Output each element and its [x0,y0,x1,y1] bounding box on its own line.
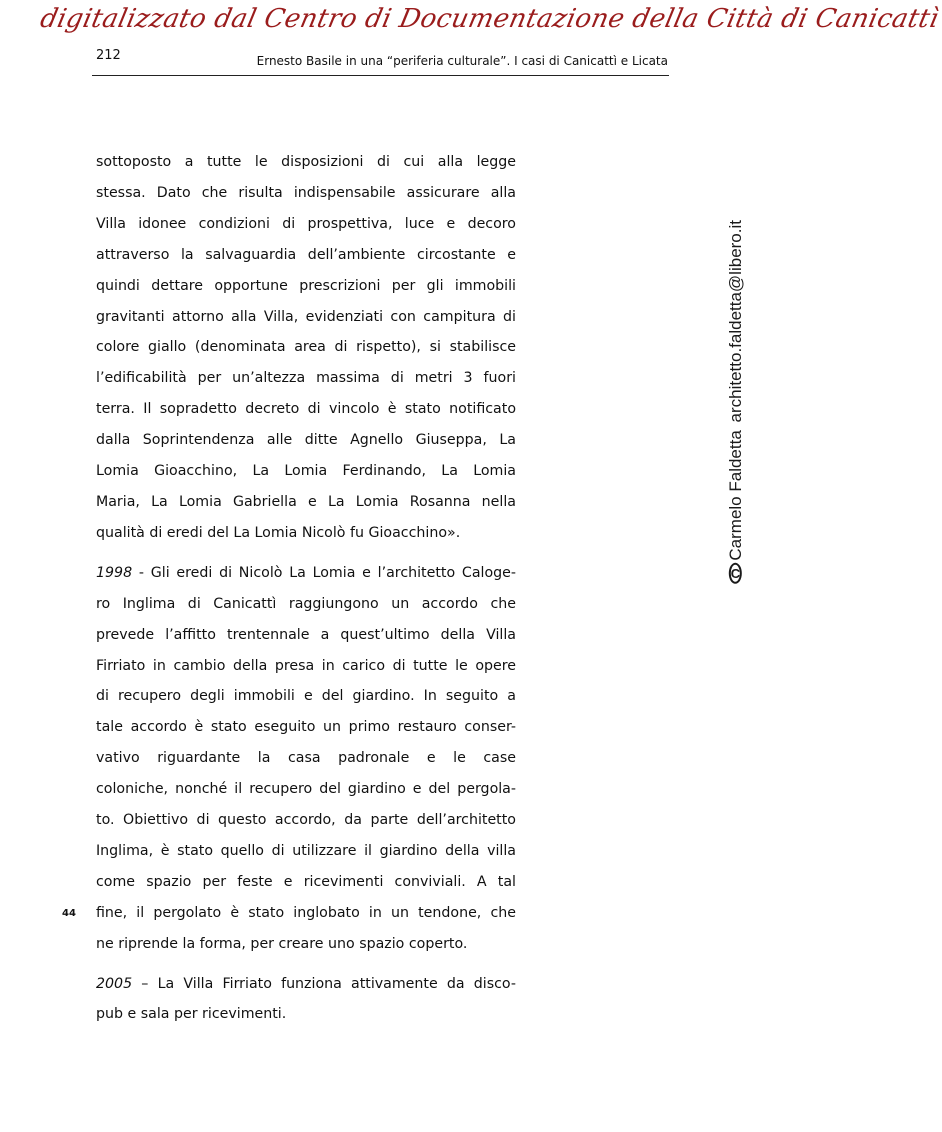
text-fragment: – La Villa Firriato funziona attivamente da disco- [132,975,516,992]
text-line: ro Inglima di Canicattì raggiungono un accordo che [96,595,516,612]
text-line: tale accordo è stato eseguito un primo restauro conser- [96,719,516,736]
text-line: vativo riguardante la casa padronale e le case [96,750,516,767]
header-rule [92,75,669,76]
text-line: di recupero degli immobili e del giardino. In seguito a [96,688,516,705]
author-email: architetto.faldetta@libero.it [725,220,745,423]
year-2005: 2005 [96,975,133,992]
paragraph-3 [96,969,516,1031]
text-line: Villa idonee condizioni di prospettiva, luce e decoro [96,215,516,232]
paragraph-2 [96,558,516,960]
text-line: fine, il pergolato è stato inglobato in un tendone, che [96,904,516,921]
side-watermark [725,220,746,580]
running-title: Ernesto Basile in una “periferia culturale”. I casi di Canicattì e Licata [256,54,668,68]
text-line: Lomia Gioacchino, La Lomia Ferdinando, La Lomia [96,463,516,480]
text-line: coloniche, nonché il recupero del giardino e del pergola- [96,781,516,798]
paragraph-1 [96,147,516,549]
text-line: gravitanti attorno alla Villa, evidenziati con campitura di [96,308,516,325]
text-line: sottoposto a tutte le disposizioni di cui alla legge [96,154,516,170]
text-line: to. Obiettivo di questo accordo, da parte dell’architetto [96,812,516,829]
text-line: ne riprende la forma, per creare uno spazio coperto. [96,935,468,952]
text-line: Inglima, è stato quello di utilizzare il giardino della villa [96,842,516,859]
text-line: l’edificabilità per un’altezza massima di metri 3 fuori [96,370,516,387]
margin-note-number: 44 [62,908,76,919]
text-line: Firriato in cambio della presa in carico di tutte le opere [96,657,516,674]
text-fragment: - Gli eredi di Nicolò La Lomia e l’architetto Caloge- [132,564,516,581]
watermark-top: digitalizzato dal Centro di Documentazione della Città di Canicattì [37,4,942,34]
text-line: Maria, La Lomia Gabriella e La Lomia Rosanna nella [96,493,516,510]
text-line: stessa. Dato che risulta indispensabile assicurare alla [96,184,516,201]
body-text [96,147,516,1039]
author-name: Carmelo Faldetta [725,430,745,561]
text-line [96,969,516,1000]
text-line: pub e sala per ricevimenti. [96,1006,287,1023]
text-line: dalla Soprintendenza alle ditte Agnello Giuseppa, La [96,432,516,449]
text-line: prevede l’affitto trentennale a quest’ultimo della Villa [96,626,516,643]
year-1998: 1998 [96,564,133,581]
text-line [96,558,516,589]
text-line: quindi dettare opportune prescrizioni per gli immobili [96,277,516,294]
text-line: qualità di eredi del La Lomia Nicolò fu Gioacchino». [96,524,461,541]
text-line: terra. Il sopradetto decreto di vincolo è stato notificato [96,401,516,418]
text-line: attraverso la salvaguardia dell’ambiente circostante e [96,246,516,263]
text-line: colore giallo (denominata area di rispetto), si stabilisce [96,339,516,356]
page-number: 212 [96,48,121,63]
copyright-icon: C [729,563,742,584]
text-line: come spazio per feste e ricevimenti conviviali. A tal [96,873,516,890]
